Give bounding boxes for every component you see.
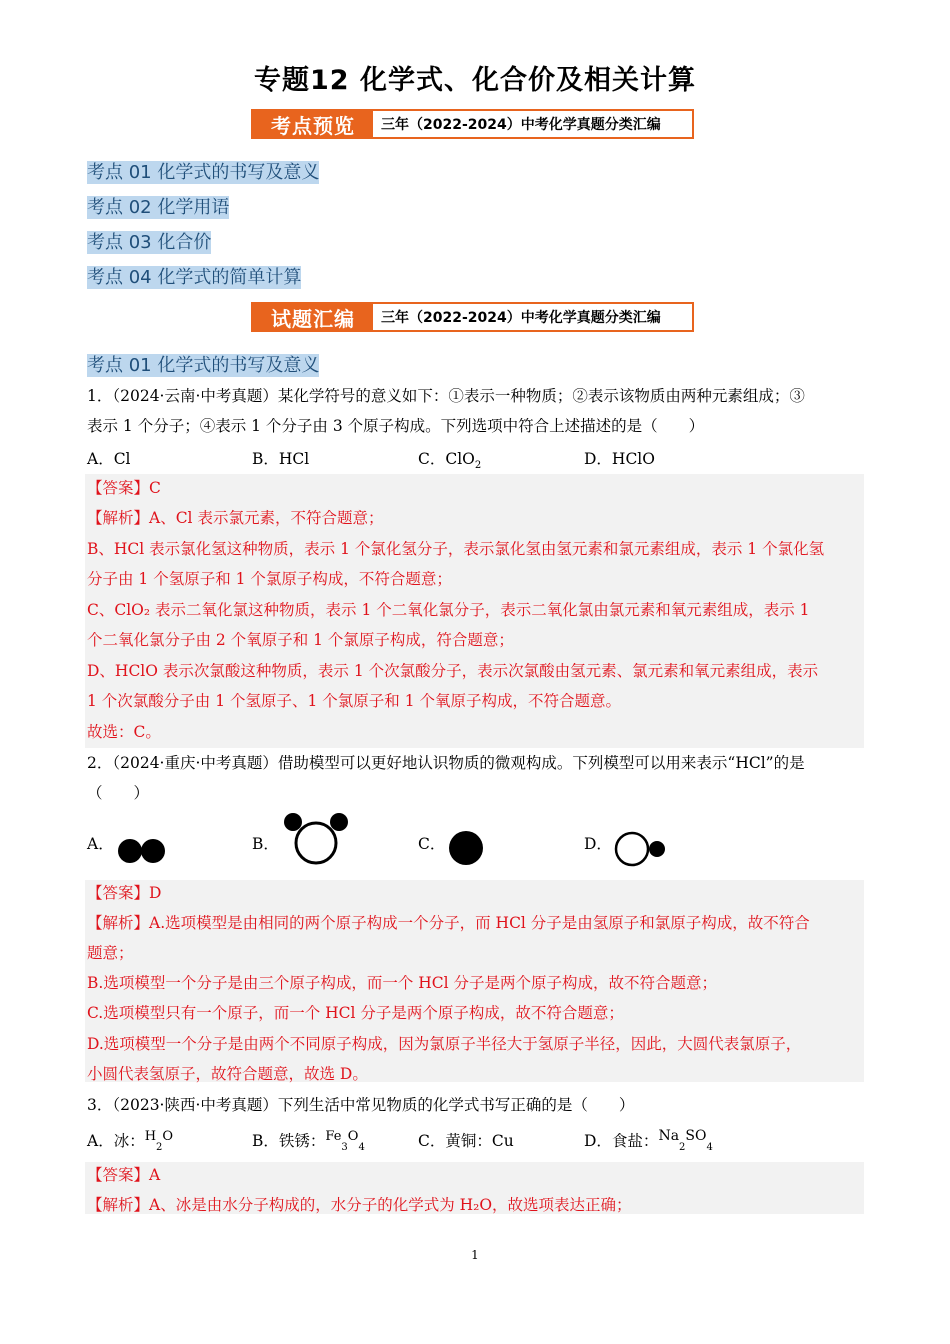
q1-option-b: B．HCl	[252, 450, 310, 468]
q1-stem-line-1: 1．（2024·云南·中考真题）某化学符号的意义如下：①表示一种物质；②表示该物质由两种元素组成；③	[87, 387, 805, 405]
q2-option-d: D．	[584, 835, 612, 853]
q3-option-a: A．冰：$^H_2^O$	[87, 1129, 174, 1154]
q3-stem: 3．（2023·陕西·中考真题）下列生活中常见物质的化学式书写正确的是（ ）	[87, 1096, 635, 1114]
model-a-icon	[116, 834, 172, 868]
section-heading: 考点 01 化学式的书写及意义	[87, 355, 320, 376]
model-b-icon	[281, 810, 351, 868]
banner-tag: 试题汇编	[253, 304, 373, 330]
q2-explanation-2: 题意；	[87, 944, 134, 962]
q1-explanation-8: 故选：C。	[87, 723, 161, 741]
q2-explanation-4: C.选项模型只有一个原子，而一个 HCl 分子是两个原子构成，故不符合题意；	[87, 1004, 624, 1022]
q1-explanation-3: 分子由 1 个氢原子和 1 个氯原子构成，不符合题意；	[87, 570, 452, 588]
banner-subtitle: 三年（2022-2024）中考化学真题分类汇编	[381, 117, 661, 133]
q1-explanation-1: 【解析】A、Cl 表示氯元素，不符合题意；	[87, 509, 384, 527]
q2-explanation-3: B.选项模型一个分子是由三个原子构成，而一个 HCl 分子是两个原子构成，故不符合题意；	[87, 974, 718, 992]
toc-item-2[interactable]: 考点 02 化学用语	[87, 197, 230, 218]
q1-explanation-6: D、HClO 表示次氯酸这种物质，表示 1 个次氯酸分子，表示次氯酸由氢元素、氯元素和氧元素组成，表示	[87, 662, 819, 680]
q1-option-a: A．Cl	[87, 450, 131, 468]
q3-explanation-1: 【解析】A、冰是由水分子构成的，水分子的化学式为 H₂O，故选项表达正确；	[87, 1196, 632, 1214]
q1-stem-line-2: 表示 1 个分子；④表示 1 个分子由 3 个原子构成。下列选项中符合上述描述的是（ ）	[87, 417, 705, 435]
banner-subtitle: 三年（2022-2024）中考化学真题分类汇编	[381, 310, 661, 326]
model-d-icon	[612, 830, 670, 868]
toc-item-3[interactable]: 考点 03 化合价	[87, 232, 212, 253]
q3-answer: 【答案】A	[87, 1166, 161, 1184]
q1-option-c: C．ClO$_2$	[418, 450, 482, 472]
q1-explanation-2: B、HCl 表示氯化氢这种物质，表示 1 个氯化氢分子，表示氯化氢由氢元素和氯元素组成，表示 1 个氯化氢	[87, 540, 825, 558]
page-title: 专题12 化学式、化合价及相关计算	[254, 65, 696, 96]
q3-option-b: B．铁锈：$^{Fe}_3^O_4$	[252, 1129, 365, 1154]
questions-banner	[251, 302, 694, 332]
q1-explanation-5: 个二氧化氯分子由 2 个氧原子和 1 个氯原子构成，符合题意；	[87, 631, 514, 649]
model-c-icon	[446, 829, 488, 869]
toc-item-4[interactable]: 考点 04 化学式的简单计算	[87, 267, 302, 288]
q2-option-b: B．	[252, 835, 279, 853]
q2-option-a: A．	[87, 835, 114, 853]
q3-option-c: C．黄铜：Cu	[418, 1132, 514, 1150]
q2-option-c: C．	[418, 835, 446, 853]
q2-stem-line-2: （ ）	[87, 784, 150, 802]
preview-banner	[251, 109, 694, 139]
q1-option-d: D．HClO	[584, 450, 655, 468]
q3-option-d: D．食盐：$Na_2SO_4$	[584, 1128, 713, 1154]
q1-explanation-4: C、ClO₂ 表示二氧化氯这种物质，表示 1 个二氧化氯分子，表示二氧化氯由氯元素和氧元素组成，表示 1	[87, 601, 810, 619]
q2-answer: 【答案】D	[87, 884, 162, 902]
q2-explanation-1: 【解析】A.选项模型是由相同的两个原子构成一个分子，而 HCl 分子是由氢原子和氯原子构成，故不符合	[87, 914, 810, 932]
page-number: 1	[471, 1248, 479, 1262]
toc-item-1[interactable]: 考点 01 化学式的书写及意义	[87, 162, 320, 183]
q2-explanation-6: 小圆代表氢原子，故符合题意，故选 D。	[87, 1065, 368, 1083]
banner-tag: 考点预览	[253, 111, 373, 137]
q2-stem-line-1: 2．（2024·重庆·中考真题）借助模型可以更好地认识物质的微观构成。下列模型可以用来表示“HCl”的是	[87, 754, 805, 772]
q2-explanation-5: D.选项模型一个分子是由两个不同原子构成，因为氯原子半径大于氢原子半径，因此，大圆代表氯原子，	[87, 1035, 802, 1053]
q1-answer: 【答案】C	[87, 479, 161, 497]
q1-explanation-7: 1 个次氯酸分子由 1 个氢原子、1 个氯原子和 1 个氧原子构成，不符合题意。	[87, 692, 622, 710]
